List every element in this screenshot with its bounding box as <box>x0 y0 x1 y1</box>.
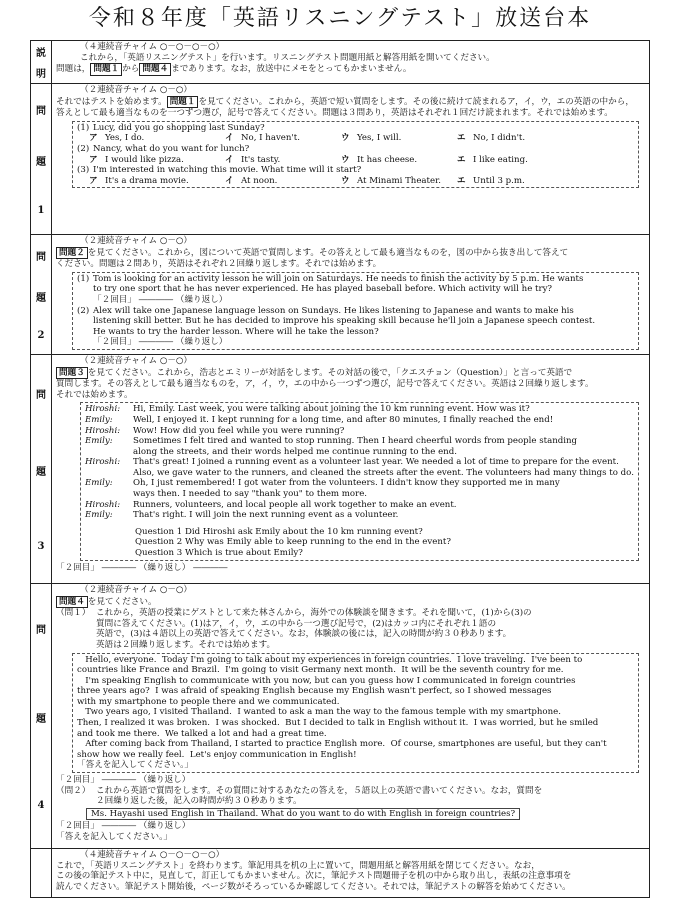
question-number: Question 1 <box>135 526 183 537</box>
speech-line: show how we really feel. Let's enjoy communication in English! <box>77 749 357 760</box>
chime-text: （２連続音チャイム ○－○） <box>80 584 193 595</box>
text-line: これから英語で質問をします。その質問に対するあなたの答えを，５語以上の英語で書いてください。なお，質問を <box>96 785 543 796</box>
text-line: to try one sport that he has never experienced. He has played baseball before. Which activity will he try? <box>93 284 553 295</box>
q1-items-box <box>72 121 639 189</box>
question-number: Question 2 <box>135 537 183 548</box>
option-row <box>77 133 634 144</box>
q3-dialog-box <box>80 402 639 560</box>
option-text: At Minami Theater. <box>357 175 441 186</box>
text-line: Hi, Emily. Last week, you were talking about joining the 10 km running event. How was it? <box>133 404 530 415</box>
speech-line: and took me there. We talked a lot and had a great time. <box>77 728 327 739</box>
option-row <box>77 155 634 166</box>
intro-content <box>52 41 650 84</box>
sub-label: （問２） <box>56 785 91 796</box>
text-line: 質問に答えてください。(1)はア，イ，ウ，エの中から一つ選び記号で，(2)はカッコ内にそれぞれ１語の <box>96 618 497 629</box>
label-char: 題 <box>36 714 46 726</box>
utterance <box>133 415 634 426</box>
speaker-name: Emily: <box>85 436 113 447</box>
option-letter: イ <box>225 154 234 165</box>
question-line <box>77 144 634 155</box>
repeat-note: 「２回目」 ―――― （繰り返し） <box>56 821 191 832</box>
dialog-line <box>85 510 634 521</box>
option-text: I would like pizza. <box>105 154 184 165</box>
option-letter: エ <box>457 175 466 186</box>
option-text: I like eating. <box>473 154 528 165</box>
question-line <box>85 527 634 538</box>
option-letter: ウ <box>341 154 350 165</box>
repeat-note: 「２回目」 ―――― （繰り返し） <box>93 337 228 348</box>
speech-line: 「答えを記入してください。」 <box>77 760 194 771</box>
q2-instr-post: を見てください。これから，図について英語で質問します。その答えとして最も適当なものを，図の中から抜き出して答えて <box>87 247 569 258</box>
utterance <box>133 457 634 478</box>
speech-line: Two years ago, I visited Thailand. I wanted to ask a man the way to the famous temple with my smartphone. <box>77 707 561 718</box>
q3-instr-post: を見てください。これから，浩志とエミリーが対話をします。その対話の後で，「クエスチョン（Question）」と言って英語で <box>87 367 573 378</box>
sub-label: （問１） <box>56 608 91 619</box>
option-letter: エ <box>457 133 466 144</box>
dialog-line <box>85 478 634 499</box>
option-letter: イ <box>225 133 234 144</box>
question-line <box>85 537 634 548</box>
label-setsumei <box>31 41 52 84</box>
problem-box: 問題１ <box>90 63 122 76</box>
question-number: Question 3 <box>135 548 183 559</box>
option-letter: ア <box>89 133 98 144</box>
answer-prompt: 「答えを記入してください。」 <box>56 832 173 842</box>
problem-box: 問題２ <box>56 247 88 260</box>
q1-content <box>52 84 650 235</box>
end-content <box>52 848 650 897</box>
label-char: 題 <box>36 157 46 169</box>
label-char: 題 <box>36 467 46 479</box>
text-line: Oh, I just remembered! I got water from the volunteers. I didn't know they supported me in many <box>133 478 560 489</box>
option-row <box>77 176 634 187</box>
option-letter: ア <box>89 154 98 165</box>
text-line: Tom is looking for an activity lesson he will join on Saturdays. He needs to finish the activity by 5 p.m. He wants <box>93 273 584 284</box>
q4-content <box>52 583 650 848</box>
utterance <box>133 404 634 415</box>
text-line: Well, I enjoyed it. I kept running for a long time, and after 80 minutes, I finally reached the end! <box>133 414 554 425</box>
intro-line-2-post: まであります。なお，放送中にメモをとってもかまいません。 <box>171 64 412 75</box>
spacer <box>77 133 89 144</box>
speech-line: Hello, everyone. Today I'm going to talk about my experiences in foreign countries. I love traveling. I've been to <box>77 654 583 665</box>
q4-t1-text <box>96 608 645 650</box>
label-char: 明 <box>36 69 46 80</box>
q1-items <box>77 123 634 187</box>
problem-box: 問題４ <box>56 596 88 609</box>
q2-box <box>72 272 639 350</box>
spacer <box>77 155 89 166</box>
option-text: Yes, I do. <box>105 133 145 144</box>
q4-speech <box>77 655 634 772</box>
q2-instr-2: ください。問題は２問あり，英語はそれぞれ２回繰り返します。それでは始めます。 <box>56 259 382 270</box>
utterance <box>133 426 634 437</box>
text-line: Wow! How did you feel while you were running? <box>133 425 345 436</box>
q3-questions <box>85 527 634 559</box>
question-line <box>77 123 634 134</box>
speaker-name: Hiroshi: <box>85 457 121 468</box>
label-char: 問 <box>36 106 46 118</box>
speech-line: countries like France and Brazil. I'm going to visit Germany next month. It will be the seventh country for me. <box>77 665 564 676</box>
item-question: Nancy, what do you want for lunch? <box>93 143 250 154</box>
speech-line: three years ago? I was afraid of speaking English because my English wasn't perfect, so I showed messages <box>77 686 552 697</box>
label-char: 2 <box>37 329 45 341</box>
q2-content <box>52 235 650 355</box>
speech-line: After coming back from Thailand, I started to practice English more. Of course, smartphones are useful, but they can't <box>77 739 607 750</box>
script-table <box>30 40 650 898</box>
option-text: It's a drama movie. <box>105 175 189 186</box>
q3-dialog <box>85 404 634 521</box>
speaker-name: Hiroshi: <box>85 425 121 436</box>
label-char: 3 <box>37 540 45 552</box>
option-letter: エ <box>457 154 466 165</box>
q2-instr-1 <box>56 247 645 260</box>
label-char: 4 <box>37 799 45 811</box>
text-line: これから，英語の授業にゲストとして来た林さんから，海外での体験談を聞きます。それを聞いて，(1)から(3)の <box>96 608 532 619</box>
part-num: (1) <box>77 273 90 284</box>
question-text: Did Hiroshi ask Emily about the 10 km running event? <box>185 526 423 537</box>
label-mondai4 <box>31 583 52 848</box>
part-text <box>93 306 634 348</box>
label-end <box>31 848 52 897</box>
speaker-name: Hiroshi: <box>85 404 121 415</box>
utterance <box>133 478 634 499</box>
utterance <box>133 436 634 457</box>
q4-question-box: Ms. Hayashi used English in Thailand. What do you want to do with English in foreign countries? <box>86 808 520 821</box>
chime-text: （２連続音チャイム ○－○） <box>80 85 193 95</box>
section-q4 <box>31 583 650 848</box>
problem-box: 問題４ <box>139 63 171 76</box>
q4-instr-1 <box>56 596 645 609</box>
label-mondai1 <box>31 84 52 235</box>
label-char: 問 <box>36 251 46 263</box>
intro-line-2-mid: から <box>122 64 140 75</box>
text-line: ２回繰り返した後，記入の時間が約３０秒あります。 <box>96 796 302 807</box>
q4-t2-text <box>96 786 645 807</box>
speaker-name: Emily: <box>85 478 113 489</box>
repeat-note: 「２回目」 ―――― （繰り返し） ―――― <box>56 562 228 573</box>
speech-line: I'm speaking English to communicate with you now, but can you guess how I communicated in foreign countries <box>77 675 576 686</box>
label-char: 問 <box>36 390 46 402</box>
speaker-name: Emily: <box>85 414 113 425</box>
q2-part-1 <box>77 274 634 306</box>
page-title: 令和８年度「英語リスニングテスト」放送台本 <box>88 6 592 31</box>
dialog-line <box>85 500 634 511</box>
q3-instr-1 <box>56 367 645 380</box>
item-number: (2) <box>77 143 90 154</box>
option-text: At noon. <box>241 175 278 186</box>
dialog-line <box>85 415 634 426</box>
option-letter: イ <box>225 175 234 186</box>
text-line: Also, we gave water to the runners, and cleaned the streets after the event. The volunteers had many things to do. <box>133 467 634 478</box>
section-q2 <box>31 235 650 355</box>
end-line: 読んでください。筆記テスト開始後，ページ数がそろっているか確認してください。それでは，筆記テストの解答を始めてください。 <box>56 881 571 892</box>
problem-box: 問題３ <box>56 367 88 380</box>
text-line: That's great! I joined a running event as a volunteer last year. We needed a lot of time to prepare for the event. <box>133 457 619 468</box>
text-line: Alex will take one Japanese language lesson on Sundays. He likes listening to Japanese and wants to make his <box>93 305 574 316</box>
option-text: No, I didn't. <box>473 133 526 144</box>
dialog-line <box>85 404 634 415</box>
utterance <box>133 500 634 511</box>
part-num: (2) <box>77 305 90 316</box>
question-line <box>77 165 634 176</box>
repeat-note: 「２回目」 ―――― （繰り返し） <box>93 294 228 305</box>
q4-instr-post: を見てください。 <box>87 596 157 607</box>
item-number: (3) <box>77 165 90 176</box>
option-letter: ウ <box>341 175 350 186</box>
chime-text: （４連続音チャイム ○－○－○－○） <box>80 849 225 860</box>
speaker-name: Hiroshi: <box>85 499 121 510</box>
text-line: Sometimes I felt tired and wanted to stop running. Then I heard cheerful words from people standing <box>133 436 578 447</box>
intro-line-2 <box>56 63 645 76</box>
label-char: 題 <box>36 292 46 304</box>
utterance <box>133 510 634 521</box>
chime-text: （４連続音チャイム ○－○－○－○） <box>80 42 225 52</box>
item-question: Lucy, did you go shopping last Sunday? <box>93 122 265 133</box>
speech-line: with my smartphone to people there and we communicated. <box>77 696 340 707</box>
question-text: Why was Emily able to keep running to the end in the event? <box>185 537 451 548</box>
repeat-note: 「２回目」 ―――― （繰り返し） <box>56 775 191 786</box>
q4-t1 <box>56 608 645 650</box>
option-letter: ウ <box>341 133 350 144</box>
item-question: I'm interested in watching this movie. What time will it start? <box>93 165 362 176</box>
question-line <box>85 548 634 559</box>
text-line: That's right. I will join the next running event as a volunteer. <box>133 510 399 521</box>
intro-line-1: これから，「英語リスニングテスト」を行います。リスニングテスト問題用紙と解答用紙を開いてください。 <box>80 52 495 63</box>
chime-text: （２連続音チャイム ○－○） <box>80 236 193 246</box>
q1-instr-2: 答えとして最も適当なものを一つずつ選び，記号で答えてください。問題は３問あり，英語はそれぞれ１回だけ読まれます。それでは始めます。 <box>56 108 613 119</box>
section-intro <box>31 41 650 84</box>
dialog-line <box>85 457 634 478</box>
q2-part-2 <box>77 306 634 348</box>
label-mondai3 <box>31 354 52 583</box>
q3-instr-2: 質問します。その答えとして最も適当なものを，ア，イ，ウ，エの中から一つずつ選び，記号で答えてください。英語は２回繰り返します。 <box>56 379 594 390</box>
speech-line: Then, I realized it was broken. I was shocked. But I decided to talk in English without it. I was worried, but he smiled <box>77 718 599 729</box>
text-line: ways then. I needed to say "thank you" to them more. <box>133 489 368 500</box>
chime-text: （２連続音チャイム ○－○） <box>80 355 193 366</box>
option-text: It has cheese. <box>357 154 418 165</box>
q4-speech-box <box>72 653 639 774</box>
text-line: 英語は２回繰り返します。それでは始めます。 <box>96 639 276 650</box>
section-q1 <box>31 84 650 235</box>
option-text: It's tasty. <box>241 154 281 165</box>
section-end <box>31 848 650 897</box>
text-line: Runners, volunteers, and local people all work together to make an event. <box>133 499 457 510</box>
problem-box: 問題１ <box>167 96 199 109</box>
end-line: この後の筆記テスト中に，見直して，訂正してもかまいません。次に，筆記テスト問題冊子を机の中から取り出し，表紙の注意事項を <box>56 871 572 882</box>
q1-instr-post: を見てください。これから，英語で短い質問をします。その後に続けて読まれるア，イ，ウ，エの英語の中から， <box>198 96 634 107</box>
label-char: 説 <box>36 48 46 59</box>
text-line: 英語で，(3)は４語以上の英語で答えてください。なお，体験談の後には，記入の時間が約３０秒あります。 <box>96 629 512 640</box>
label-char: 1 <box>37 204 45 216</box>
label-char: 問 <box>36 625 46 637</box>
end-line: これで，「英語リスニングテスト」を終わります。筆記用具を机の上に置いて，問題用紙と解答用紙を閉じてください。なお， <box>56 860 540 871</box>
option-text: Yes, I will. <box>357 133 402 144</box>
q1-instr-1 <box>56 96 645 109</box>
part-text <box>93 274 634 306</box>
intro-line-2-pre: 問題は， <box>56 64 91 75</box>
section-q3 <box>31 354 650 583</box>
q1-instr-pre: それではテストを始めます。 <box>56 96 167 107</box>
q3-content <box>52 354 650 583</box>
q3-instr-3: それでは始めます。 <box>56 389 133 400</box>
speaker-name: Emily: <box>85 510 113 521</box>
item-number: (1) <box>77 122 90 133</box>
dialog-line <box>85 426 634 437</box>
spacer <box>77 176 89 187</box>
option-letter: ア <box>89 175 98 186</box>
option-text: Until 3 p.m. <box>473 175 525 186</box>
q4-t2 <box>56 786 645 807</box>
text-line: along the streets, and their words helped me continue running to the end. <box>133 446 457 457</box>
text-line: listening skill better. But he has decided to improve his speaking skill because he'll join a Japanese speech contest. <box>93 316 596 327</box>
label-mondai2 <box>31 235 52 355</box>
option-text: No, I haven't. <box>241 133 300 144</box>
question-text: Which is true about Emily? <box>185 548 303 559</box>
text-line: He wants to try the harder lesson. Where will he take the lesson? <box>93 326 379 337</box>
dialog-line <box>85 436 634 457</box>
